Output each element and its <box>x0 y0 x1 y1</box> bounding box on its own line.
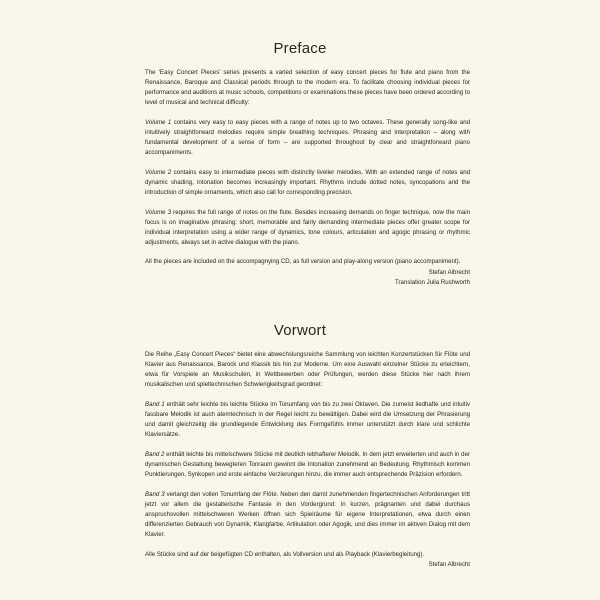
vorwort-title: Vorwort <box>273 322 327 339</box>
preface-signature-block <box>145 268 470 288</box>
band-2-text: enthält leichte bis mittelschwere Stücke mit deutlich lebhafterer Melodik. In dem jetzt erweiterten und auch in der dynamischen Gestaltung bewegteren Tonraum gewinnt die Intonation zunehmend an Bedeutung. Rhythmisch kommen Punktierungen, Synkopen und erste einfache Verzierungen hinzu, die immer auch entsprechende Präzision erfordern. <box>145 450 470 478</box>
vorwort-band-2 <box>145 450 470 480</box>
vorwort-band-1 <box>145 400 470 440</box>
band-1-text: enthält sehr leichte bis leichte Stücke im Tonumfang von bis zu zwei Oktaven. Die zumeist liedhafte und intuitiv fassbare Melodik ist auch atemtechnisch in der Regel leicht zu bewältigen. Dabei wird die Umsetzung der Phrasierung und damit gleichzeitig die grundlegende Entwicklung des Formgefühls immer unterstützt durch klare und schlichte Klaviersätze. <box>145 400 470 439</box>
preface-closing: All the pieces are included on the accompagnying CD, as full version and play-along version (piano accompaniment). <box>145 258 461 266</box>
preface-intro: The ‘Easy Concert Pieces’ series presents a varied selection of easy concert pieces for flute and piano from the Renaissance, Baroque and Classical periods through to the modern era. To facilitate choosing individual pieces for performance and auditions at music schools, competitions or examinations these pieces have been ordered according to level of musical and technical difficulty: <box>145 69 470 107</box>
volume-2-text: contains easy to intermediate pieces with distinctly livelier melodies. With an extended range of notes and dynamic shading, intonation becomes increasingly important. Rhythms include dotted notes, syncopations and the introduction of simple ornaments, which also call for corresponding precision. <box>145 168 470 196</box>
vorwort-section <box>0 322 600 570</box>
volume-1-label: Volume 1 <box>145 118 172 126</box>
band-1-label: Band 1 <box>145 400 165 408</box>
vorwort-band-3 <box>145 490 470 540</box>
preface-body <box>145 68 470 268</box>
band-3-text: verlangt den vollen Tonumfang der Flöte. Neben den damit zunehmenden fingertechnischen Anforderungen tritt jetzt vor allem die gestalterische Fantasie in den Vordergrund: In kurzen, prägnanten und dabei durchaus anspruchsvollen mittelschweren Werken öffnen sich Spielräume für eigene Interpretationen, etwa durch einen differenzierten Gebrauch von Dynamik, Klangfarbe, Artikulation oder Agogik, und dies immer im aktiven Dialog mit dem Klavier. <box>145 490 470 538</box>
vorwort-signature: Stefan Albrecht <box>428 560 470 568</box>
preface-signature: Stefan Albrecht <box>428 268 470 276</box>
preface-volume-3 <box>145 208 470 248</box>
preface-section <box>0 40 600 288</box>
vorwort-closing: Alle Stücke sind auf der beigefügten CD enthalten, als Vollversion und als Playback (Klavierbegleitung). <box>145 550 425 558</box>
band-2-label: Band 2 <box>145 450 165 458</box>
vorwort-signature-block <box>145 560 470 570</box>
preface-translation-credit: Translation Julia Rushworth <box>395 278 470 286</box>
preface-title: Preface <box>273 40 327 57</box>
volume-3-text: requires the full range of notes on the flute. Besides increasing demands on finger technique, now the main focus is on imaginative phrasing: short, memorable and fairly demanding intermediate pieces offer greater scope for individual interpretation using a wider range of dynamics, tone colours, articulation and agogic phrasing or rhythmic adjustments, always set in active dialogue with the piano. <box>145 208 470 246</box>
volume-3-label: Volume 3 <box>145 208 171 216</box>
volume-2-label: Volume 2 <box>145 168 172 176</box>
volume-1-text: contains very easy to easy pieces with a range of notes up to two octaves. These generally song-like and intuitively straightforward melodies require simple breathing techniques. Phrasing and interpretation – along with fundamental development of a sense of form – are supported throughout by clear and straightforward piano accompaniments. <box>145 118 470 157</box>
vorwort-intro: Die Reihe „Easy Concert Pieces“ bietet eine abwechslungsreiche Sammlung von leichten Konzertstücken für Flöte und Klavier aus Renaissance, Barock und Klassik bis hin zur Moderne. Um eine Auswahl einzelner Stücke zu erleichtern, etwa für Vorspiele an Musikschulen, in Wettbewerben oder Prüfungen, werden diese Stücke hier nach ihrem musikalischen und spieltechnischen Schwierigkeitsgrad geordnet: <box>145 351 470 389</box>
band-3-label: Band 3 <box>145 490 165 498</box>
vorwort-body <box>145 350 470 560</box>
preface-volume-1 <box>145 118 470 158</box>
preface-volume-2 <box>145 168 470 198</box>
